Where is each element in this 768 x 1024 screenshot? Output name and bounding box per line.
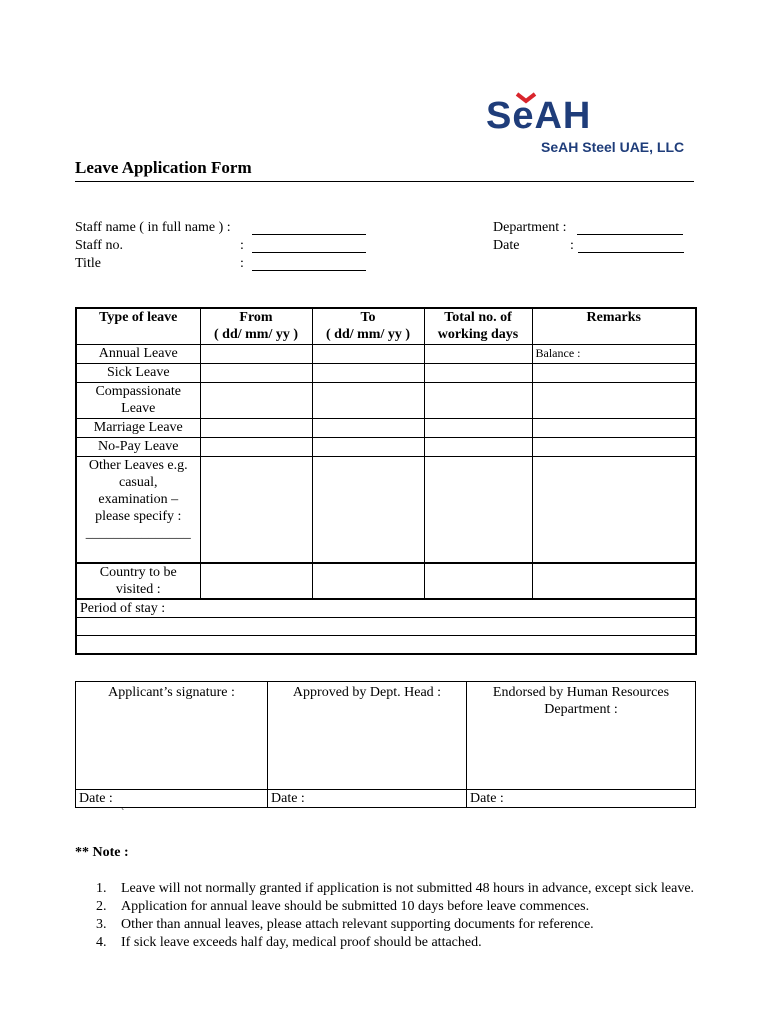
header-from: From ( dd/ mm/ yy ) [200, 308, 312, 344]
note-list [96, 880, 696, 952]
nopay-to-cell[interactable] [312, 437, 424, 456]
row-other-leaves [76, 456, 696, 563]
compassionate-remarks-cell[interactable] [532, 382, 696, 418]
title-divider [75, 181, 694, 182]
applicant-signature-box[interactable]: Applicant’s signature : [76, 682, 268, 790]
blank-line-2[interactable] [76, 636, 696, 654]
staff-name-label: Staff name ( in full name ) : [75, 220, 231, 235]
header-total: Total no. of working days [424, 308, 532, 344]
blank-line-1[interactable] [76, 618, 696, 636]
country-from-cell[interactable] [200, 563, 312, 599]
title-label: Title [75, 256, 101, 271]
other-remarks-cell[interactable] [532, 456, 696, 563]
other-to-cell[interactable] [312, 456, 424, 563]
sick-total-cell[interactable] [424, 363, 532, 382]
date-field[interactable] [578, 252, 684, 253]
country-total-cell[interactable] [424, 563, 532, 599]
company-logo: SeAH [486, 95, 592, 137]
staff-no-colon: : [240, 238, 244, 253]
staff-name-field[interactable] [252, 234, 366, 235]
row-country-visited [76, 563, 696, 599]
row-nopay-leave [76, 437, 696, 456]
annual-from-cell[interactable] [200, 344, 312, 363]
hr-date[interactable]: Date : [467, 790, 696, 808]
date-label: Date [493, 238, 520, 253]
other-leaves-specify-field[interactable]: _______________ [85, 525, 191, 541]
annual-total-cell[interactable] [424, 344, 532, 363]
marriage-from-cell[interactable] [200, 418, 312, 437]
staff-no-label: Staff no. [75, 238, 123, 253]
other-total-cell[interactable] [424, 456, 532, 563]
annual-to-cell[interactable] [312, 344, 424, 363]
compassionate-to-cell[interactable] [312, 382, 424, 418]
signature-row [76, 682, 696, 790]
other-from-cell[interactable] [200, 456, 312, 563]
row-blank-1 [76, 618, 696, 636]
leave-table-header [76, 308, 696, 344]
row-marriage-leave [76, 418, 696, 437]
note-item: 4. If sick leave exceeds half day, medical proof should be attached. [96, 935, 482, 950]
balance-cell[interactable]: Balance : [532, 344, 696, 363]
form-title: Leave Application Form [75, 158, 252, 177]
period-of-stay-label[interactable]: Period of stay : [76, 599, 696, 618]
header-type: Type of leave [76, 308, 200, 344]
nopay-from-cell[interactable] [200, 437, 312, 456]
leave-table [75, 307, 697, 655]
marriage-leave-label: Marriage Leave [76, 418, 200, 437]
marriage-remarks-cell[interactable] [532, 418, 696, 437]
nopay-total-cell[interactable] [424, 437, 532, 456]
date-colon: : [570, 238, 574, 253]
nopay-remarks-cell[interactable] [532, 437, 696, 456]
row-blank-2 [76, 636, 696, 654]
note-item: 1. Leave will not normally granted if application is not submitted 48 hours in advance, except sick leave. [96, 881, 695, 896]
country-remarks-cell[interactable] [532, 563, 696, 599]
note-item: 3. Other than annual leaves, please attach relevant supporting documents for reference. [96, 917, 594, 932]
sick-from-cell[interactable] [200, 363, 312, 382]
note-item: 2. Application for annual leave should be submitted 10 days before leave commences. [96, 899, 590, 914]
nopay-leave-label: No-Pay Leave [76, 437, 200, 456]
staff-no-field[interactable] [252, 252, 366, 253]
compassionate-leave-label: Compassionate Leave [76, 382, 200, 418]
country-to-cell[interactable] [312, 563, 424, 599]
department-label: Department : [493, 220, 567, 235]
header-remarks: Remarks [532, 308, 696, 344]
header-to: To ( dd/ mm/ yy ) [312, 308, 424, 344]
row-annual-leave [76, 344, 696, 363]
row-compassionate-leave [76, 382, 696, 418]
department-field[interactable] [577, 234, 683, 235]
marriage-to-cell[interactable] [312, 418, 424, 437]
title-colon: : [240, 256, 244, 271]
sick-to-cell[interactable] [312, 363, 424, 382]
country-visited-label: Country to be visited : [76, 563, 200, 599]
title-field[interactable] [252, 270, 366, 271]
sick-leave-label: Sick Leave [76, 363, 200, 382]
annual-leave-label: Annual Leave [76, 344, 200, 363]
other-leaves-label: Other Leaves e.g. casual, examination – please specify : _______________ [76, 456, 200, 563]
signature-date-row [76, 790, 696, 808]
hr-endorsement-box[interactable]: Endorsed by Human Resources Department : [467, 682, 696, 790]
compassionate-from-cell[interactable] [200, 382, 312, 418]
dept-head-approval-box[interactable]: Approved by Dept. Head : [268, 682, 467, 790]
stray-mark: ˋ [121, 808, 125, 819]
row-period-of-stay [76, 599, 696, 618]
note-heading: ** Note : [75, 845, 129, 860]
applicant-date[interactable]: Date : [76, 790, 268, 808]
dept-head-date[interactable]: Date : [268, 790, 467, 808]
signature-table [75, 681, 696, 808]
row-sick-leave [76, 363, 696, 382]
marriage-total-cell[interactable] [424, 418, 532, 437]
sick-remarks-cell[interactable] [532, 363, 696, 382]
compassionate-total-cell[interactable] [424, 382, 532, 418]
company-name: SeAH Steel UAE, LLC [541, 139, 685, 155]
